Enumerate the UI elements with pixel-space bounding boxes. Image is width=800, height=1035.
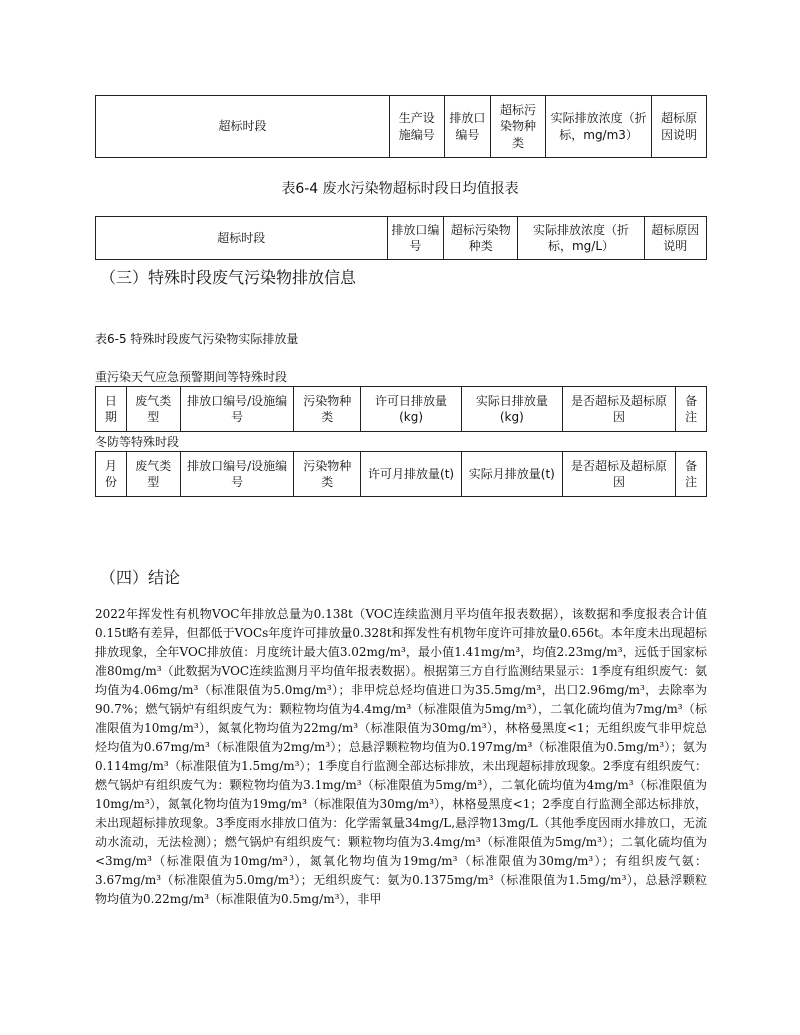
table-header-cell: 污染物种类 [294, 387, 361, 432]
heavy-pollution-label: 重污染天气应急预警期间等特殊时段 [95, 370, 288, 384]
table-header-cell: 实际月排放量(t) [461, 452, 562, 497]
table-header-row [96, 217, 707, 260]
table-header-cell: 超标时段 [96, 96, 390, 158]
table-header-cell: 排放口编号/设施编号 [180, 452, 294, 497]
table-header-cell: 排放口编号/设施编号 [180, 387, 294, 432]
table-header-row [96, 387, 707, 432]
table-header-row [96, 96, 707, 158]
wastewater-exceed-table [95, 216, 707, 260]
exceed-gas-table [95, 95, 707, 158]
table-header-cell: 是否超标及超标原因 [562, 387, 676, 432]
table-6-4-title: 表6-4 废水污染物超标时段日均值报表 [281, 181, 519, 197]
heavy-pollution-table [95, 386, 707, 432]
conclusion-paragraph: 2022年挥发性有机物VOC年排放总量为0.138t（VOC连续监测月平均值年报表数据），该数据和季度报表合计值0.15t略有差异，但都低于VOCs年度许可排放量0.328t和挥发性有机物年度许可排放量0.656t。本年度未出现超标排放现象，全年VOC排放值：月度统计最大值3.02mg/m³，最小值1.41mg/m³，均值2.23mg/m³，远低于国家标准80mg/m³（此数据为VOC连续监测月平均值年报表数据）。根据第三方自行监测结果显示：1季度有组织废气：氨均值为4.06mg/m³（标准限值为5.0mg/m³）；非甲烷总烃均值进口为35.5mg/m³，出口2.96mg/m³，去除率为90.7%；燃气锅炉有组织废气为：颗粒物均值为4.4mg/m³（标准限值为5mg/m³），二氧化硫均值为7mg/m³（标准限值为10mg/m³），氮氧化物均值为22mg/m³（标准限值为30mg/m³），林格曼黑度<1；无组织废气非甲烷总烃均值为0.67mg/m³（标准限值为2mg/m³）；总悬浮颗粒物均值为0.197mg/m³（标准限值为0.5mg/m³）；氨为0.114mg/m³（标准限值为1.5mg/m³）；1季度自行监测全部达标排放，未出现超标排放现象。2季度有组织废气：燃气锅炉有组织废气为：颗粒物均值为3.1mg/m³（标准限值为5mg/m³），二氧化硫均值为4mg/m³（标准限值为10mg/m³），氮氧化物均值为19mg/m³（标准限值为30mg/m³），林格曼黑度<1；2季度自行监测全部达标排放，未出现超标排放现象。3季度雨水排放口值为：化学需氧量34mg/L,悬浮物13mg/L（其他季度因雨水排放口，无流动水流动，无法检测）；燃气锅炉有组织废气：颗粒物均值为3.4mg/m³（标准限值为5mg/m³）；二氧化硫均值为<3mg/m³（标准限值为10mg/m³），氮氧化物均值为19mg/m³（标准限值为30mg/m³）；有组织废气氨：3.67mg/m³（标准限值为5.0mg/m³）；无组织废气：氨为0.1375mg/m³（标准限值为1.5mg/m³），总悬浮颗粒物均值为0.22mg/m³（标准限值为0.5mg/m³），非甲 [95, 607, 707, 906]
table-header-cell: 超标原因说明 [644, 217, 706, 260]
table-header-cell: 许可月排放量(t) [361, 452, 462, 497]
winter-period-table [95, 451, 707, 497]
table-header-row [96, 452, 707, 497]
table-header-cell: 实际日排放量(kg) [461, 387, 562, 432]
table-header-cell: 废气类型 [126, 387, 180, 432]
table-header-cell: 排放口编号 [444, 96, 491, 158]
table-header-cell: 实际排放浓度（折标，mg/m3） [545, 96, 652, 158]
table-header-cell: 日期 [96, 387, 127, 432]
table-header-cell: 超标污染物种类 [444, 217, 518, 260]
table-header-cell: 超标时段 [96, 217, 388, 260]
table-header-cell: 备注 [676, 452, 707, 497]
table-header-cell: 是否超标及超标原因 [562, 452, 676, 497]
table-header-cell: 超标污染物种类 [491, 96, 546, 158]
table-header-cell: 污染物种类 [294, 452, 361, 497]
table-header-cell: 实际排放浓度（折标，mg/L） [518, 217, 644, 260]
table-header-cell: 月份 [96, 452, 127, 497]
table-header-cell: 生产设施编号 [389, 96, 444, 158]
table-header-cell: 废气类型 [126, 452, 180, 497]
section-4-heading: （四）结论 [100, 568, 181, 587]
section-3-heading: （三）特殊时段废气污染物排放信息 [100, 268, 357, 287]
winter-period-label: 冬防等特殊时段 [95, 435, 180, 449]
table-header-cell: 许可日排放量(kg) [361, 387, 462, 432]
table-6-5-title: 表6-5 特殊时段废气污染物实际排放量 [95, 332, 299, 346]
table-header-cell: 备注 [676, 387, 707, 432]
table-header-cell: 排放口编号 [387, 217, 444, 260]
table-header-cell: 超标原因说明 [652, 96, 707, 158]
